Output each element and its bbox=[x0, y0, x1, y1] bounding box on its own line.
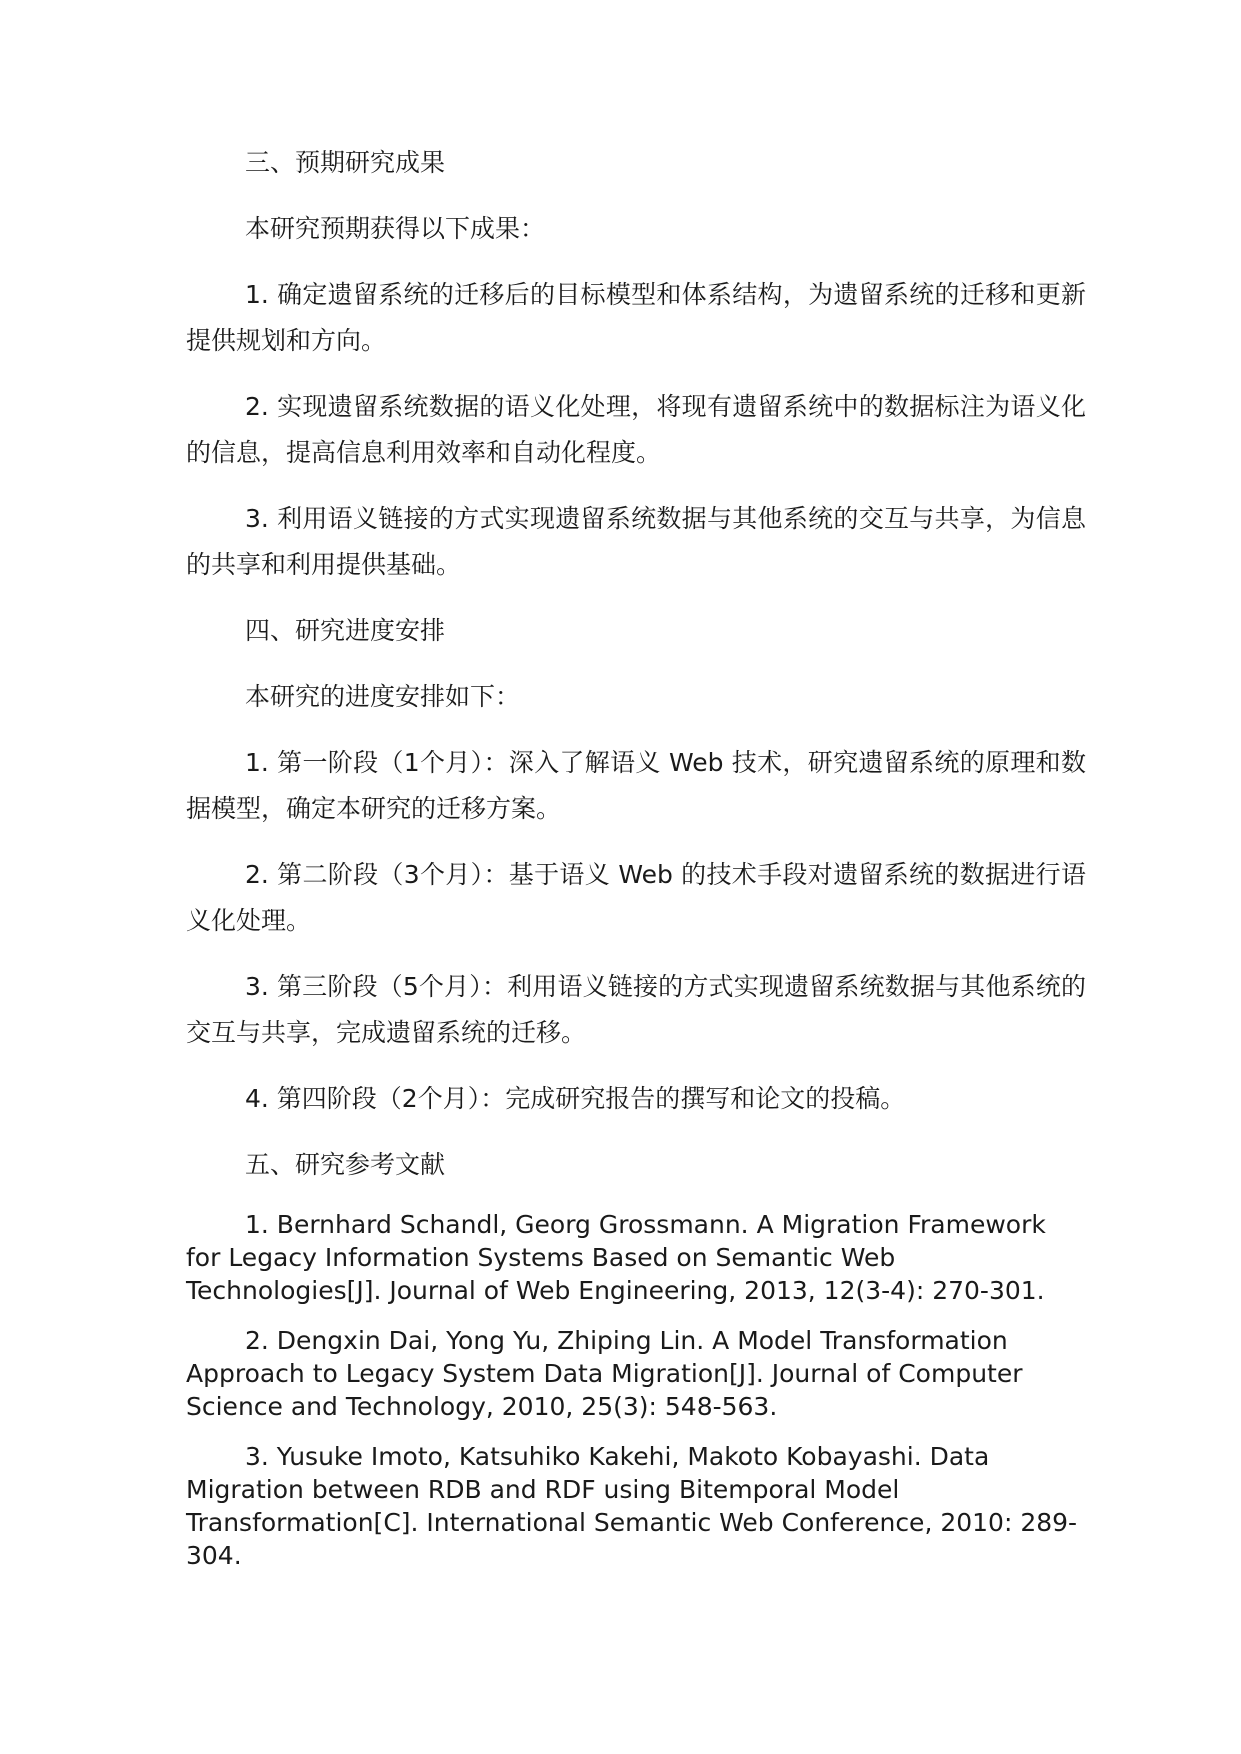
result-item: 3. 利用语义链接的方式实现遗留系统数据与其他系统的交互与共享，为信息的共享和利用提供基础。 bbox=[186, 504, 1086, 579]
schedule-item: 4. 第四阶段（2个月）：完成研究报告的撰写和论文的投稿。 bbox=[245, 1084, 906, 1113]
reference-item: 1. Bernhard Schandl, Georg Grossmann. A Migration Framework for Legacy Information Systems Based on Semantic Web Technologies[J]. Journal of Web Engineering, 2013, 12(3-4): 270-301. bbox=[186, 1210, 1046, 1305]
section-heading-references: 五、研究参考文献 bbox=[245, 1150, 446, 1179]
reference-list bbox=[186, 1208, 1086, 1572]
section-heading-expected-results: 三、预期研究成果 bbox=[245, 148, 446, 177]
reference-item: 2. Dengxin Dai, Yong Yu, Zhiping Lin. A Model Transformation Approach to Legacy System Data Migration[J]. Journal of Computer Science and Technology, 2010, 25(3): 548-563. bbox=[186, 1326, 1023, 1421]
schedule-item: 1. 第一阶段（1个月）：深入了解语义 Web 技术，研究遗留系统的原理和数据模型，确定本研究的迁移方案。 bbox=[186, 748, 1086, 823]
schedule-item: 3. 第三阶段（5个月）：利用语义链接的方式实现遗留系统数据与其他系统的交互与共享，完成遗留系统的迁移。 bbox=[186, 972, 1086, 1047]
result-item: 2. 实现遗留系统数据的语义化处理，将现有遗留系统中的数据标注为语义化的信息，提高信息利用效率和自动化程度。 bbox=[186, 392, 1086, 467]
result-item: 1. 确定遗留系统的迁移后的目标模型和体系结构，为遗留系统的迁移和更新提供规划和方向。 bbox=[186, 280, 1086, 355]
schedule-item: 2. 第二阶段（3个月）：基于语义 Web 的技术手段对遗留系统的数据进行语义化处理。 bbox=[186, 860, 1086, 935]
section-intro-schedule: 本研究的进度安排如下： bbox=[245, 682, 521, 711]
section-intro-expected-results: 本研究预期获得以下成果： bbox=[245, 214, 546, 243]
document-body bbox=[186, 140, 1086, 1572]
reference-item: 3. Yusuke Imoto, Katsuhiko Kakehi, Makoto Kobayashi. Data Migration between RDB and RDF using Bitemporal Model Transformation[C]. International Semantic Web Conference, 2010: 289-304. bbox=[186, 1442, 1078, 1570]
section-heading-schedule: 四、研究进度安排 bbox=[245, 616, 446, 645]
